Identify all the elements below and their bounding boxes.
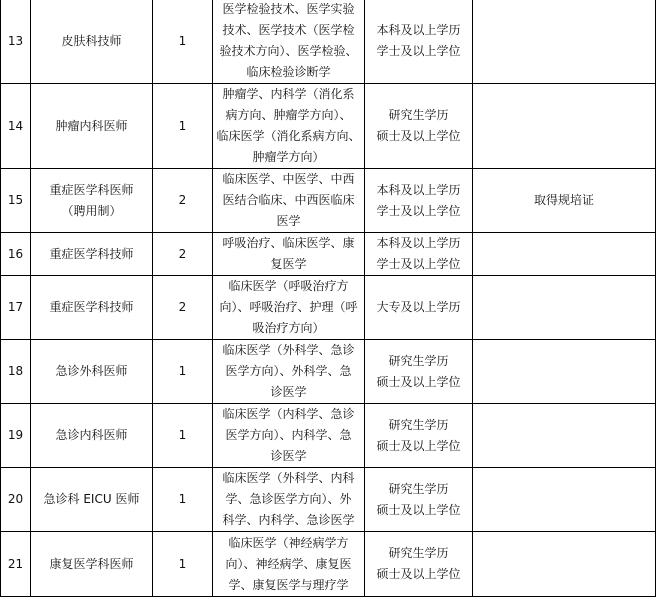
education-line: 学士及以上学位	[376, 203, 461, 218]
other-requirement-cell	[473, 233, 656, 276]
headcount-cell: 1	[153, 468, 213, 532]
table-body	[1, 0, 656, 597]
position-name-cell: 肿瘤内科医师	[31, 84, 153, 169]
education-line: 研究生学历	[388, 108, 449, 122]
major-requirement-cell: 临床医学（内科学、急诊 医学方向）、内科学、急 诊医学	[213, 404, 365, 468]
table-row	[1, 340, 656, 404]
row-number-cell: 13	[1, 0, 31, 84]
education-line: 学士及以上学位	[376, 257, 461, 271]
education-requirement-cell	[365, 404, 473, 468]
education-requirement-cell	[365, 532, 473, 597]
table-row	[1, 84, 656, 169]
row-number-cell: 16	[1, 233, 31, 276]
other-requirement-cell	[473, 84, 656, 169]
major-requirement-cell: 呼吸治疗、临床医学、康 复医学	[213, 233, 365, 276]
table-row	[1, 0, 656, 84]
headcount-cell: 2	[153, 233, 213, 276]
education-requirement-cell	[365, 84, 473, 169]
education-requirement-cell	[365, 233, 473, 276]
major-requirement-cell: 肿瘤学、内科学（消化系 病方向、肿瘤学方向）、 临床医学（消化系病方向、 肿瘤学方向）	[213, 84, 365, 169]
table-row	[1, 404, 656, 468]
education-line: 硕士及以上学位	[376, 438, 461, 453]
other-requirement-cell: 取得规培证	[473, 169, 656, 233]
row-number-cell: 19	[1, 404, 31, 468]
row-number-cell: 17	[1, 276, 31, 340]
headcount-cell: 1	[153, 84, 213, 169]
major-requirement-cell: 临床医学（外科学、内科 学、急诊医学方向）、外 科学、内科学、急诊医学	[213, 468, 365, 532]
education-requirement-cell	[365, 276, 473, 340]
position-name-cell: 急诊科 EICU 医师	[31, 468, 153, 532]
education-line: 本科及以上学历	[376, 236, 461, 250]
other-requirement-cell	[473, 340, 656, 404]
education-requirement-cell	[365, 169, 473, 233]
row-number-cell: 20	[1, 468, 31, 532]
table-row	[1, 276, 656, 340]
other-requirement-cell	[473, 468, 656, 532]
table-row	[1, 233, 656, 276]
position-name-cell: 急诊内科医师	[31, 404, 153, 468]
other-requirement-cell	[473, 404, 656, 468]
education-line: 硕士及以上学位	[376, 129, 461, 143]
education-line: 研究生学历	[388, 481, 449, 496]
other-requirement-cell	[473, 532, 656, 597]
other-requirement-cell	[473, 0, 656, 84]
other-requirement-cell	[473, 276, 656, 340]
headcount-cell: 1	[153, 532, 213, 597]
headcount-cell: 2	[153, 276, 213, 340]
headcount-cell: 1	[153, 340, 213, 404]
position-name-cell: 重症医学科技师	[31, 233, 153, 276]
education-line: 本科及以上学历	[376, 182, 461, 197]
position-name-cell: 康复医学科医师	[31, 532, 153, 597]
education-line: 学士及以上学位	[376, 44, 461, 58]
major-requirement-cell: 临床医学（神经病学方 向）、神经病学、康复医 学、康复医学与理疗学	[213, 532, 365, 597]
education-line: 本科及以上学历	[376, 23, 461, 37]
position-name-cell: 重症医学科医师 （聘用制）	[31, 169, 153, 233]
headcount-cell: 2	[153, 169, 213, 233]
table-row	[1, 532, 656, 597]
education-line: 硕士及以上学位	[376, 374, 461, 389]
headcount-cell: 1	[153, 0, 213, 84]
table-row	[1, 169, 656, 233]
education-line: 硕士及以上学位	[376, 567, 461, 581]
education-line: 研究生学历	[388, 353, 449, 368]
table-row	[1, 468, 656, 532]
row-number-cell: 18	[1, 340, 31, 404]
major-requirement-cell: 医学检验技术、医学实验 技术、医学技术（医学检 验技术方向）、医学检验、 临床检验诊断学	[213, 0, 365, 84]
position-name-cell: 急诊外科医师	[31, 340, 153, 404]
major-requirement-cell: 临床医学（呼吸治疗方 向）、呼吸治疗、护理（呼 吸治疗方向）	[213, 276, 365, 340]
education-line: 大专及以上学历	[376, 300, 461, 314]
row-number-cell: 14	[1, 84, 31, 169]
education-line: 硕士及以上学位	[376, 502, 461, 517]
major-requirement-cell: 临床医学、中医学、中西 医结合临床、中西医临床 医学	[213, 169, 365, 233]
education-requirement-cell	[365, 468, 473, 532]
major-requirement-cell: 临床医学（外科学、急诊 医学方向）、外科学、急 诊医学	[213, 340, 365, 404]
position-name-cell: 重症医学科技师	[31, 276, 153, 340]
headcount-cell: 1	[153, 404, 213, 468]
row-number-cell: 21	[1, 532, 31, 597]
education-line: 研究生学历	[388, 417, 449, 432]
education-line: 研究生学历	[388, 546, 449, 560]
education-requirement-cell	[365, 0, 473, 84]
position-name-cell: 皮肤科技师	[31, 0, 153, 84]
education-requirement-cell	[365, 340, 473, 404]
row-number-cell: 15	[1, 169, 31, 233]
